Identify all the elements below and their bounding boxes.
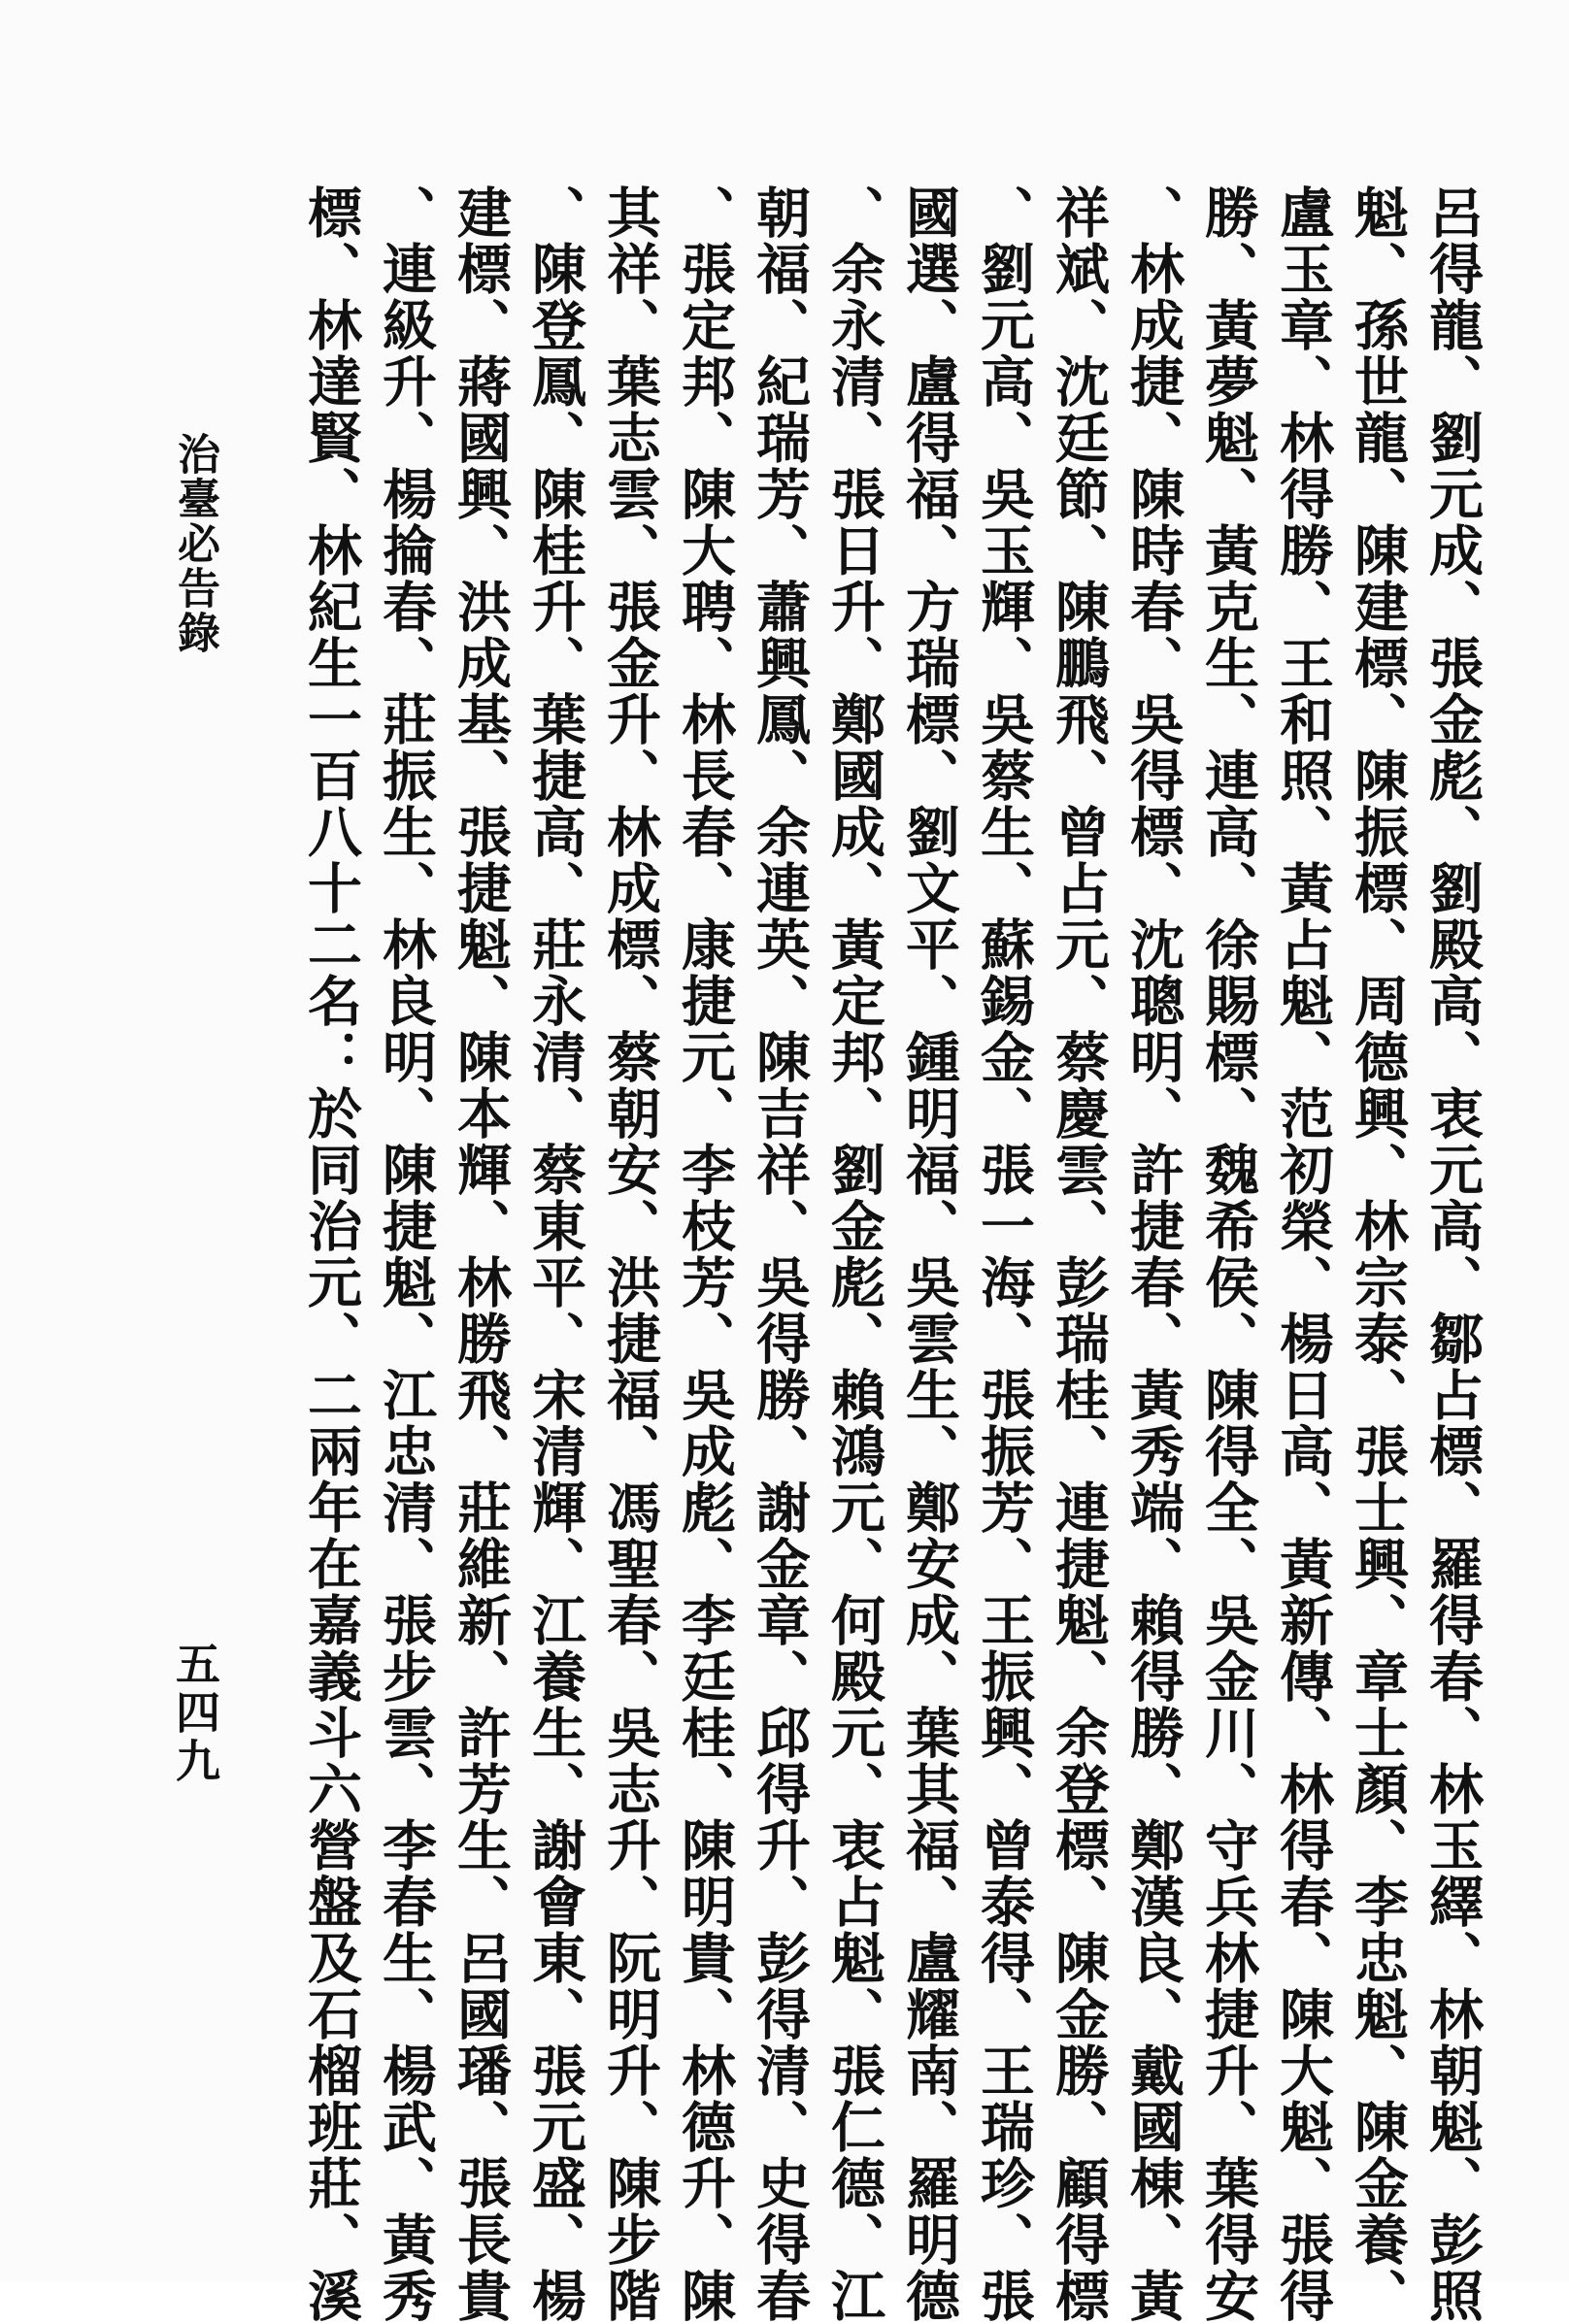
text-line: 、連級升、楊掄春、莊振生、林良明、陳捷魁、江忠清、張步雲、李春生、楊武、黃秀 (374, 184, 438, 2324)
text-line: 呂得龍、劉元成、張金彪、劉殿高、衷元高、鄒占標、羅得春、林玉繹、林朝魁、彭照 (1420, 184, 1485, 2324)
text-line: 、林成捷、陳時春、吳得標、沈聰明、許捷春、黃秀端、賴得勝、鄭漢良、戴國棟、黃 (1121, 184, 1185, 2324)
text-line: 、劉元高、吳玉輝、吳蔡生、蘇錫金、張一海、張振芳、王振興、曾泰得、王瑞珍、張 (972, 184, 1036, 2324)
text-line: 其祥、葉志雲、張金升、林成標、蔡朝安、洪捷福、馮聖春、吳志升、阮明升、陳步階 (598, 184, 662, 2324)
text-line: 盧玉章、林得勝、王和照、黃占魁、范初榮、楊日高、黃新傳、林得春、陳大魁、張得 (1271, 184, 1335, 2324)
text-line: 建標、蔣國興、洪成基、張捷魁、陳本輝、林勝飛、莊維新、許芳生、呂國璠、張長貴 (449, 184, 513, 2324)
text-line: 標、林達賢、林紀生一百八十二名：於同治元、二兩年在嘉義斗六營盤及石榴班莊、溪 (299, 184, 363, 2324)
text-line: 祥斌、沈廷節、陳鵬飛、曾占元、蔡慶雲、彭瑞桂、連捷魁、余登標、陳金勝、顧得標 (1047, 184, 1111, 2324)
main-text-block (293, 184, 1489, 2324)
text-line: 、張定邦、陳大聘、林長春、康捷元、李枝芳、吳成彪、李廷桂、陳明貴、林德升、陳 (673, 184, 737, 2324)
running-title: 治臺必告錄 (170, 432, 219, 655)
text-line: 國選、盧得福、方瑞標、劉文平、鍾明福、吳雲生、鄭安成、葉其福、盧耀南、羅明德 (897, 184, 961, 2324)
text-line: 朝福、紀瑞芳、蕭興鳳、余連英、陳吉祥、吳得勝、謝金章、邱得升、彭得清、史得春 (748, 184, 812, 2324)
text-line: 、余永清、張日升、鄭國成、黃定邦、劉金彪、賴鴻元、何殿元、衷占魁、張仁德、江 (822, 184, 886, 2324)
text-line: 魁、孫世龍、陳建標、陳振標、周德興、林宗泰、張士興、章士顏、李忠魁、陳金養、 (1346, 184, 1410, 2324)
page-number: 五四九 (169, 1641, 221, 1786)
text-line: 、陳登鳳、陳桂升、葉捷高、莊永清、蔡東平、宋清輝、江養生、謝會東、張元盛、楊 (523, 184, 587, 2324)
text-line: 勝、黃夢魁、黃克生、連高、徐賜標、魏希侯、陳得全、吳金川、守兵林捷升、葉得安 (1196, 184, 1260, 2324)
